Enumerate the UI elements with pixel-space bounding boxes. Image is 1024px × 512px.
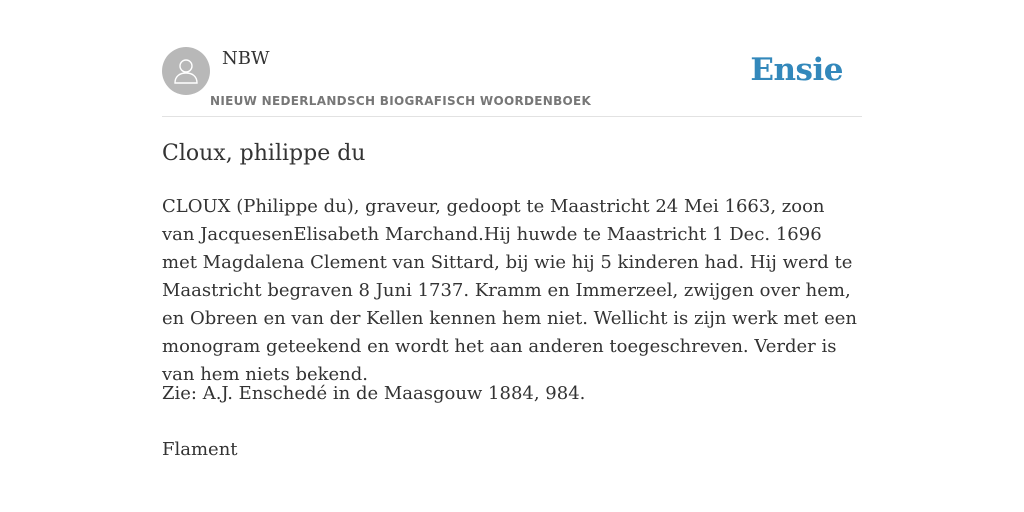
entry-author: Flament [162,439,238,460]
brand-logo[interactable]: Ensie [750,52,843,88]
entry-title: Cloux, philippe du [162,141,366,166]
source-subtitle[interactable]: NIEUW NEDERLANDSCH BIOGRAFISCH WOORDENBOEK [210,94,592,108]
header [162,47,862,117]
entry-body [162,193,862,389]
entry-paragraph: CLOUX (Philippe du), graveur, gedoopt te Maastricht 24 Mei 1663, zoon van JacquesenElisabeth Marchand.Hij huwde te Maastricht 1 Dec. 1696 met Magdalena Clement van Sittard, bij wie hij 5 kinderen had. Hij werd te Maastricht begraven 8 Juni 1737. Kramm en Immerzeel, zwijgen over hem, en Obreen en van der Kellen kennen hem niet. Wellicht is zijn werk met een monogram geteekend en wordt het aan anderen toegeschreven. Verder is van hem niets bekend. [162,196,857,385]
entry-reference: Zie: A.J. Enschedé in de Maasgouw 1884, 984. [162,383,586,404]
user-icon [174,58,198,84]
source-title[interactable]: NBW [222,48,270,69]
source-avatar[interactable] [162,47,210,95]
